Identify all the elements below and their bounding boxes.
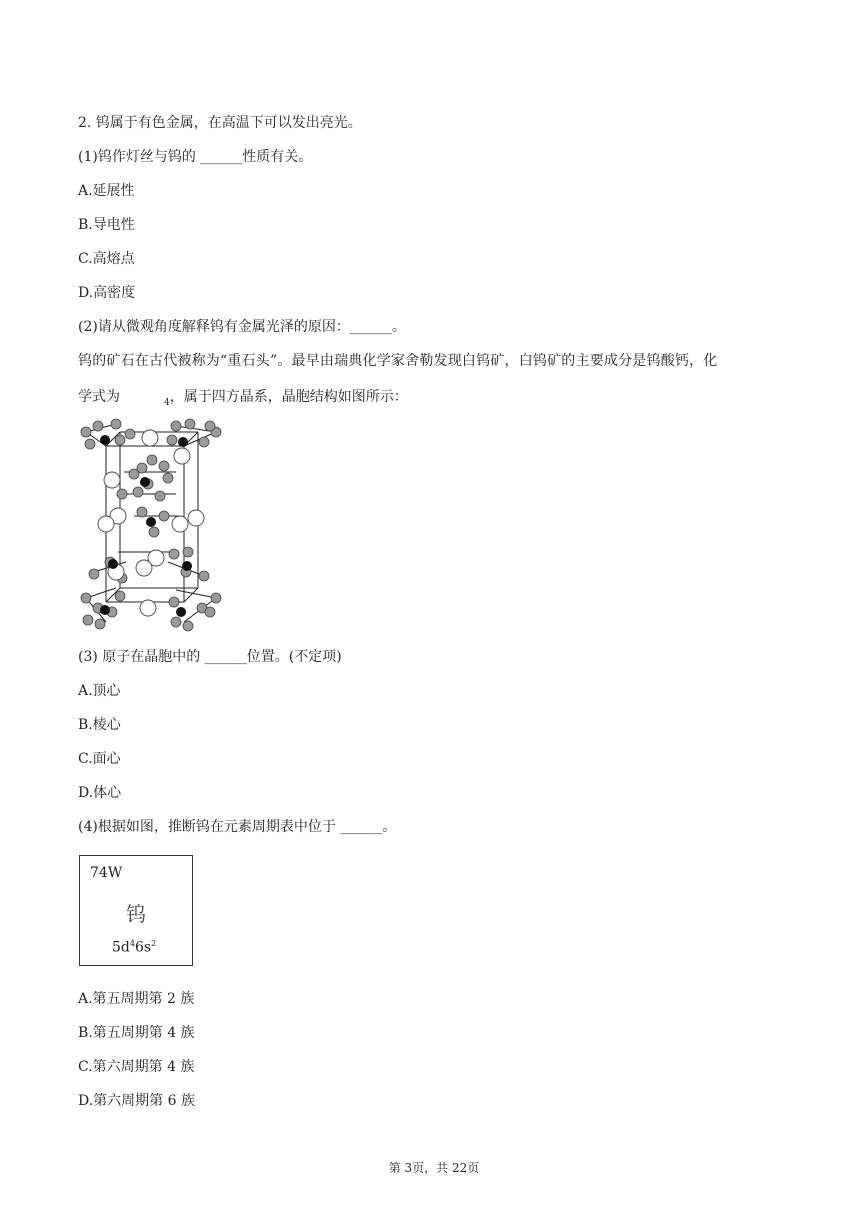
crystal-cell-diagram <box>76 412 228 636</box>
q4-option-d: D.第六周期第 6 族 <box>78 1093 195 1109</box>
q4-option-a: A.第五周期第 2 族 <box>78 991 195 1007</box>
q3-option-d: D.体心 <box>78 785 122 801</box>
q1-option-d: D.高密度 <box>78 285 136 301</box>
q1-option-b: B.导电性 <box>78 217 135 233</box>
electron-configuration <box>112 939 156 956</box>
question-intro: 2. 钨属于有色金属，在高温下可以发出亮光。 <box>78 115 362 131</box>
config-5d-count: 4 <box>129 939 135 948</box>
passage-subscript: 4 <box>164 398 170 408</box>
passage-line-2 <box>78 388 408 412</box>
passage-line-2-start: 学式为 <box>78 389 120 405</box>
q1-prompt: (1)钨作灯丝与钨的 ______性质有关。 <box>78 149 313 165</box>
q3-prompt: (3) 原子在晶胞中的 ______位置。(不定项) <box>78 649 342 665</box>
config-6s: 6s <box>134 939 152 956</box>
element-name: 钨 <box>126 902 146 926</box>
q2-prompt: (2)请从微观角度解释钨有金属光泽的原因：______。 <box>78 319 406 335</box>
passage-line-1: 钨的矿石在古代被称为“重石头”。最早由瑞典化学家舍勒发现白钨矿，白钨矿的主要成分是钨酸钙，化 <box>78 353 718 369</box>
q1-option-a: A.延展性 <box>78 183 135 199</box>
passage-line-2-end: ，属于四方晶系，晶胞结构如图所示： <box>169 389 408 405</box>
q4-option-b: B.第五周期第 4 族 <box>78 1025 195 1041</box>
page-number-footer: 第 3页，共 22页 <box>388 1161 480 1175</box>
q3-option-b: B.棱心 <box>78 717 121 733</box>
q3-option-a: A.顶心 <box>78 683 121 699</box>
element-card <box>79 855 193 966</box>
config-6s-count: 2 <box>151 939 157 948</box>
q1-option-c: C.高熔点 <box>78 251 135 267</box>
q3-option-c: C.面心 <box>78 751 121 767</box>
q4-option-c: C.第六周期第 4 族 <box>78 1059 195 1075</box>
q4-prompt: (4)根据如图，推断钨在元素周期表中位于 ______。 <box>78 819 397 835</box>
config-5d: 5d <box>112 939 130 956</box>
element-number-symbol: 74W <box>90 865 123 881</box>
